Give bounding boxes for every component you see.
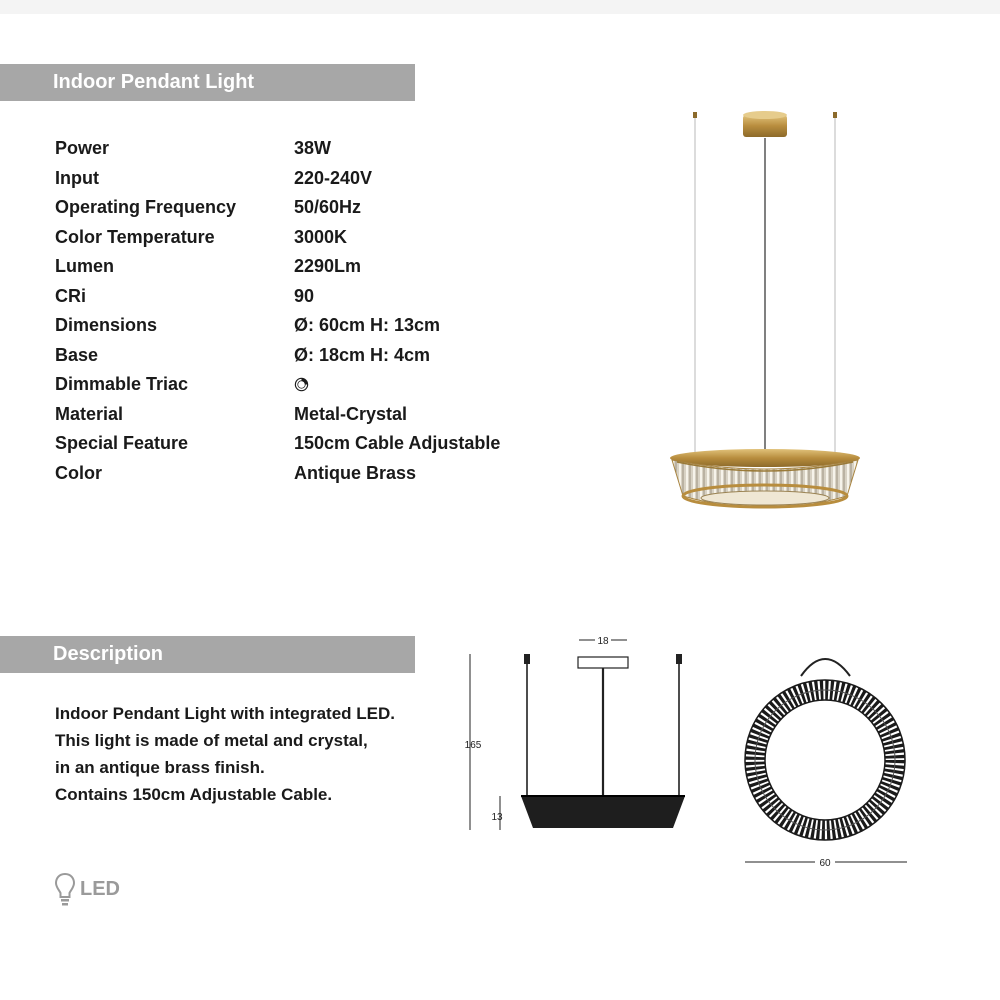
spec-label: Material [55, 403, 124, 424]
dimmable-icon [294, 377, 309, 392]
spec-label: Special Feature [55, 433, 189, 453]
spec-label: Power [55, 138, 110, 158]
drawing-lamp-body [521, 796, 685, 828]
description-line: Contains 150cm Adjustable Cable. [55, 785, 333, 804]
drawing-canopy [578, 657, 628, 668]
spec-value: 3000K [294, 226, 348, 247]
spec-value: Ø: 60cm H: 13cm [294, 315, 441, 335]
spec-value: 50/60Hz [294, 197, 362, 217]
spec-value [294, 370, 309, 400]
spec-label: Operating Frequency [55, 197, 237, 217]
spec-label: Color [55, 462, 102, 483]
section-title-description: Description [0, 636, 415, 673]
side-view-drawing [455, 632, 695, 832]
dim-total-height: 165 [464, 740, 482, 751]
bulb-icon [54, 872, 76, 906]
drawing-crystal-ring [755, 690, 895, 830]
led-label: LED [80, 877, 120, 900]
top-view-drawing [735, 648, 925, 878]
spec-label: Color Temperature [55, 226, 215, 247]
dim-base-width: 18 [597, 636, 609, 647]
description-line: in an antique brass finish. [55, 758, 265, 777]
description-line: Indoor Pendant Light with integrated LED. [55, 704, 395, 723]
spec-value: Antique Brass [294, 462, 417, 483]
dim-body-height: 13 [491, 812, 503, 823]
spec-value: Ø: 18cm H: 4cm [294, 344, 431, 365]
spec-label: Lumen [55, 256, 115, 276]
spec-value: 150cm Cable Adjustable [294, 433, 501, 453]
spec-value: 38W [294, 138, 332, 158]
description-text [55, 700, 395, 808]
dim-diameter: 60 [819, 858, 831, 869]
drawing-hanger-loop [801, 659, 850, 676]
spec-value: Metal-Crystal [294, 403, 408, 424]
spec-value: 2290Lm [294, 256, 362, 276]
spec-value: 90 [294, 285, 315, 306]
spec-label: Input [55, 167, 99, 188]
spec-label: Dimmable Triac [55, 374, 189, 394]
spec-value: 220-240V [294, 167, 373, 188]
product-image [615, 100, 915, 540]
top-strip [0, 0, 1000, 14]
spec-label: Base [55, 344, 99, 365]
spec-label: CRi [55, 285, 86, 306]
description-line: This light is made of metal and crystal, [55, 731, 368, 750]
led-badge [54, 872, 120, 906]
section-title-specs: Indoor Pendant Light [0, 64, 415, 101]
spec-label: Dimensions [55, 315, 158, 335]
